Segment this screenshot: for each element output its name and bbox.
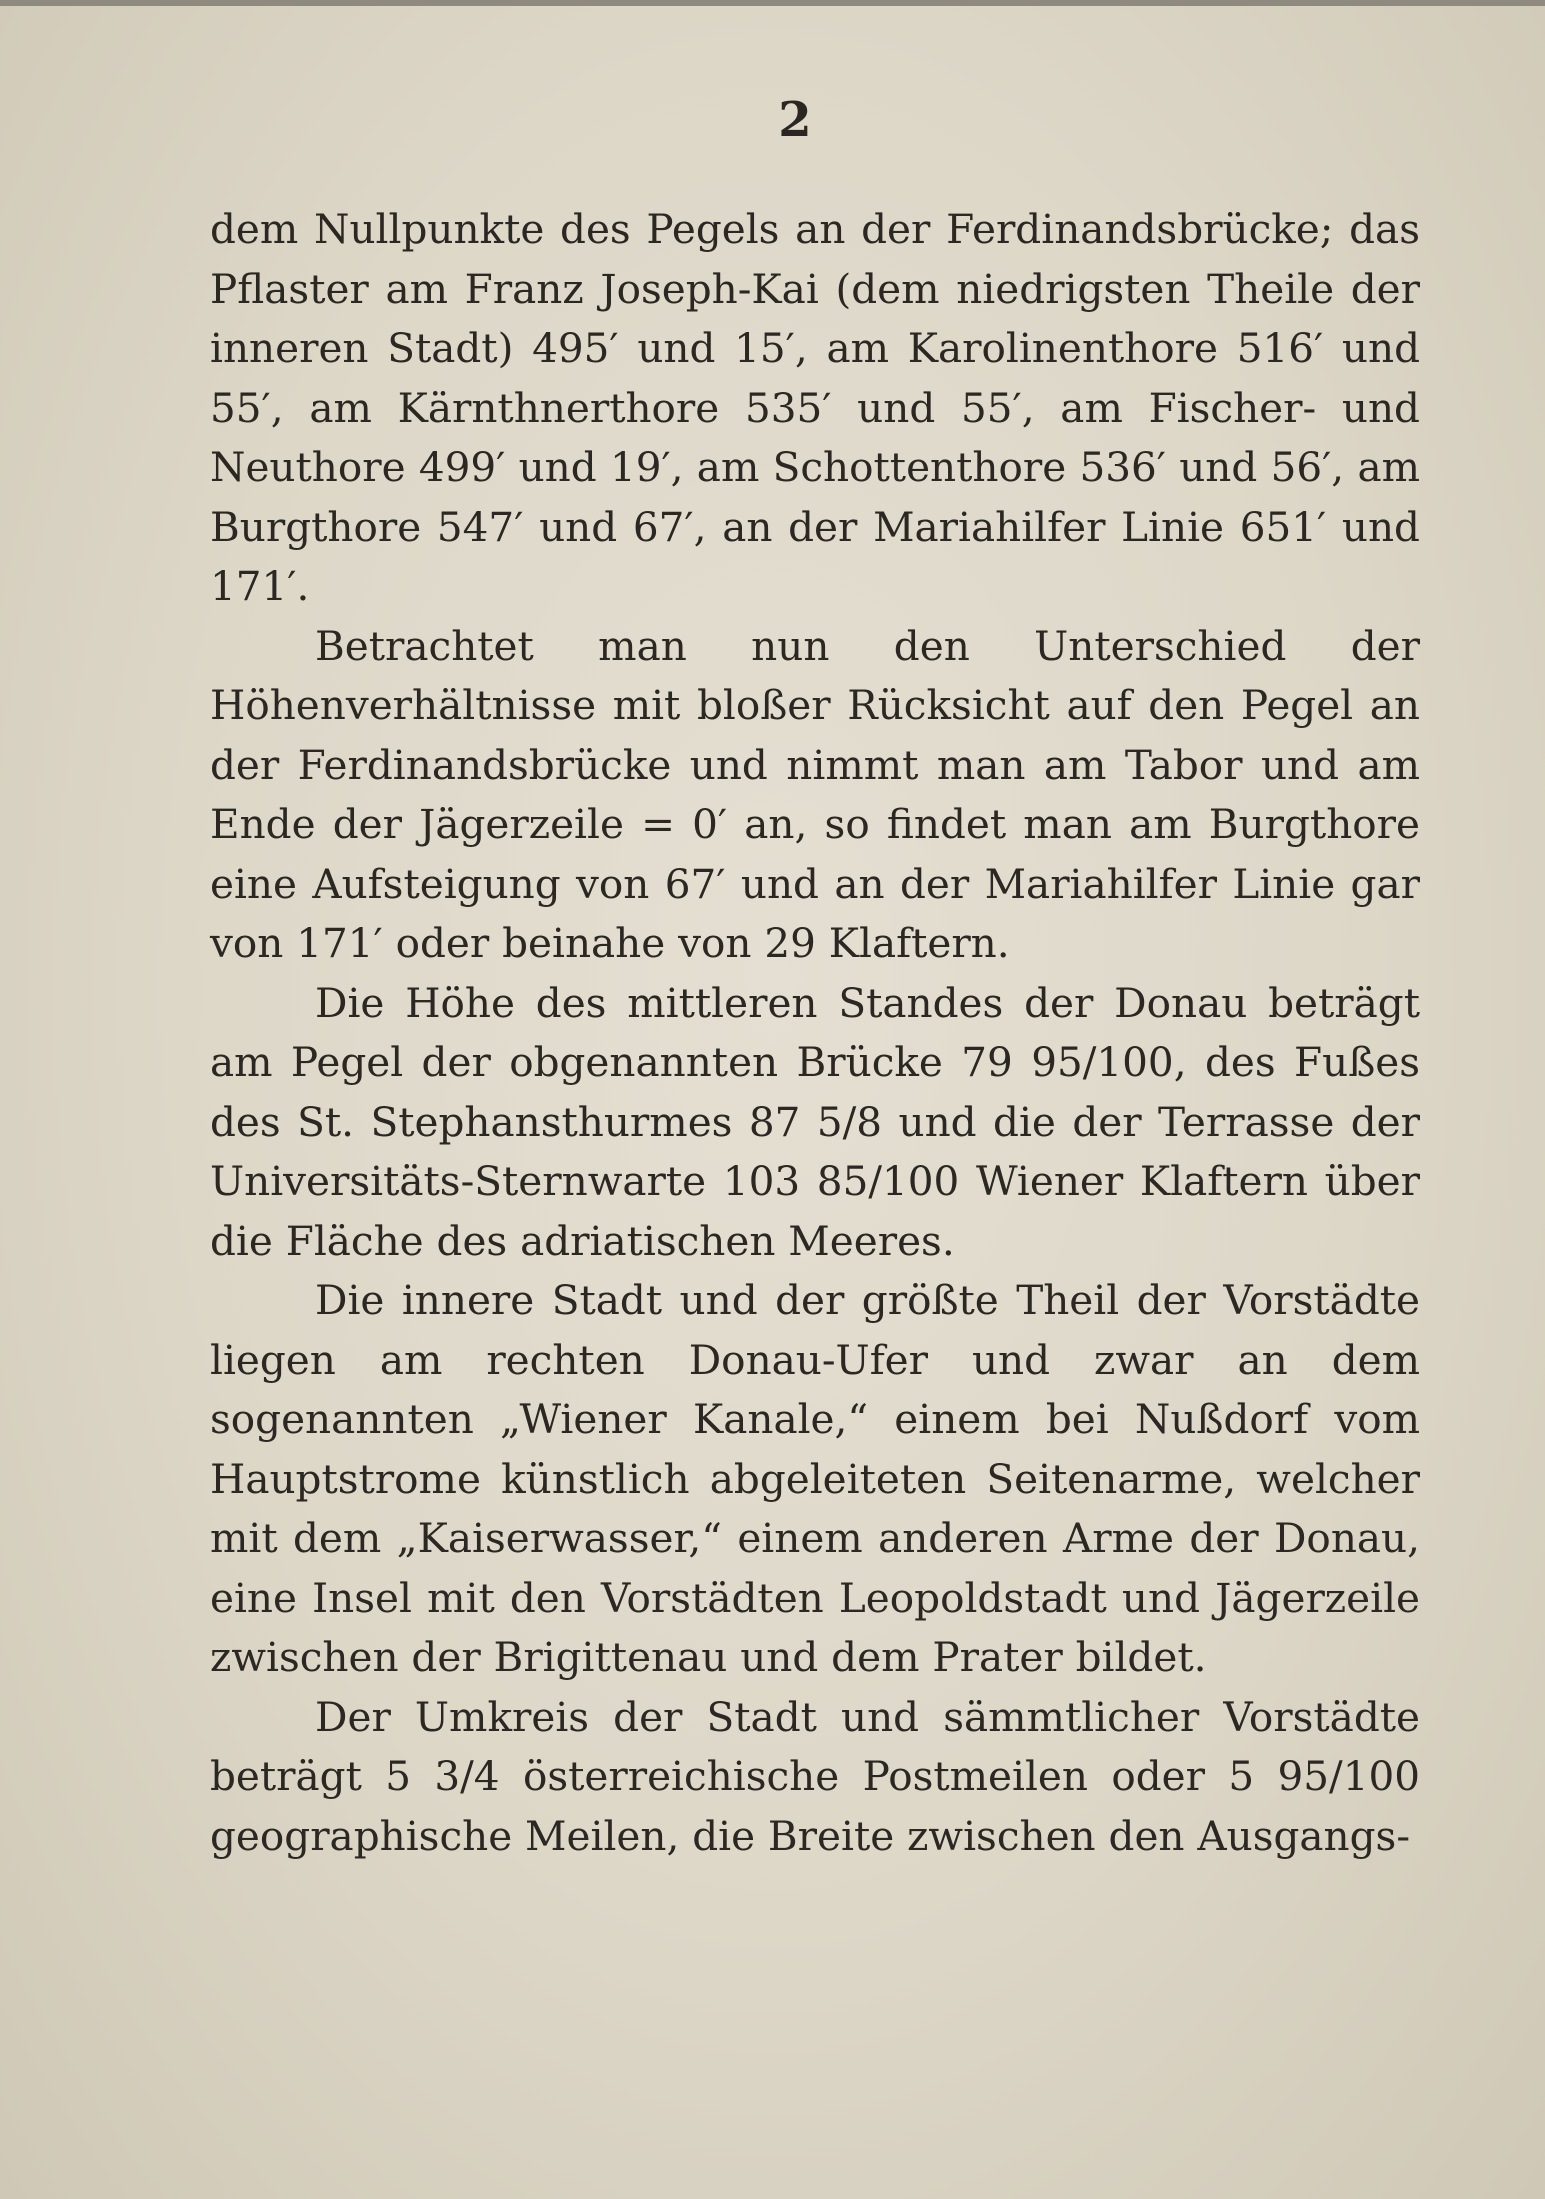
page-number: 2 <box>778 92 812 148</box>
page-top-edge <box>0 0 1545 6</box>
body-text <box>210 200 1420 1866</box>
paragraph-1: dem Nullpunkte des Pegels an der Ferdinandsbrücke; das Pflaster am Franz Joseph-Kai (dem niedrigsten Theile der inneren Stadt) 495′ und 15′, am Karolinenthore 516′ und 55′, am Kärnthnerthore 535′ und 55′, am Fischer- und Neuthore 499′ und 19′, am Schottenthore 536′ und 56′, am Burgthore 547′ und 67′, an der Mariahilfer Linie 651′ und 171′. <box>210 205 1420 610</box>
paragraph-2: Betrachtet man nun den Unterschied der Höhenverhältnisse mit bloßer Rücksicht auf den Pegel an der Ferdinandsbrücke und nimmt man am Tabor und am Ende der Jägerzeile = 0′ an, so findet man am Burgthore eine Aufsteigung von 67′ und an der Mariahilfer Linie gar von 171′ oder beinahe von 29 Klaftern. <box>210 621 1420 967</box>
paragraph-3: Die Höhe des mittleren Standes der Donau beträgt am Pegel der obgenannten Brücke 79 95/100, des Fußes des St. Stephansthurmes 87 5/8 und die der Terrasse der Universitäts-Sternwarte 103 85/100 Wiener Klaftern über die Fläche des adriatischen Meeres. <box>210 978 1420 1265</box>
paragraph-4: Die innere Stadt und der größte Theil der Vorstädte liegen am rechten Donau-Ufer und zwar an dem sogenannten „Wiener Kanale,“ einem bei Nußdorf vom Hauptstrome künstlich abgeleiteten Seitenarme, welcher mit dem „Kaiserwasser,“ einem anderen Arme der Donau, eine Insel mit den Vorstädten Leopoldstadt und Jägerzeile zwischen der Brigittenau und dem Prater bildet. <box>210 1276 1420 1681</box>
paragraph-5: Der Umkreis der Stadt und sämmtlicher Vorstädte beträgt 5 3/4 österreichische Postmeilen oder 5 95/100 geographische Meilen, die Breite zwischen den Ausgangs- <box>210 1692 1420 1860</box>
